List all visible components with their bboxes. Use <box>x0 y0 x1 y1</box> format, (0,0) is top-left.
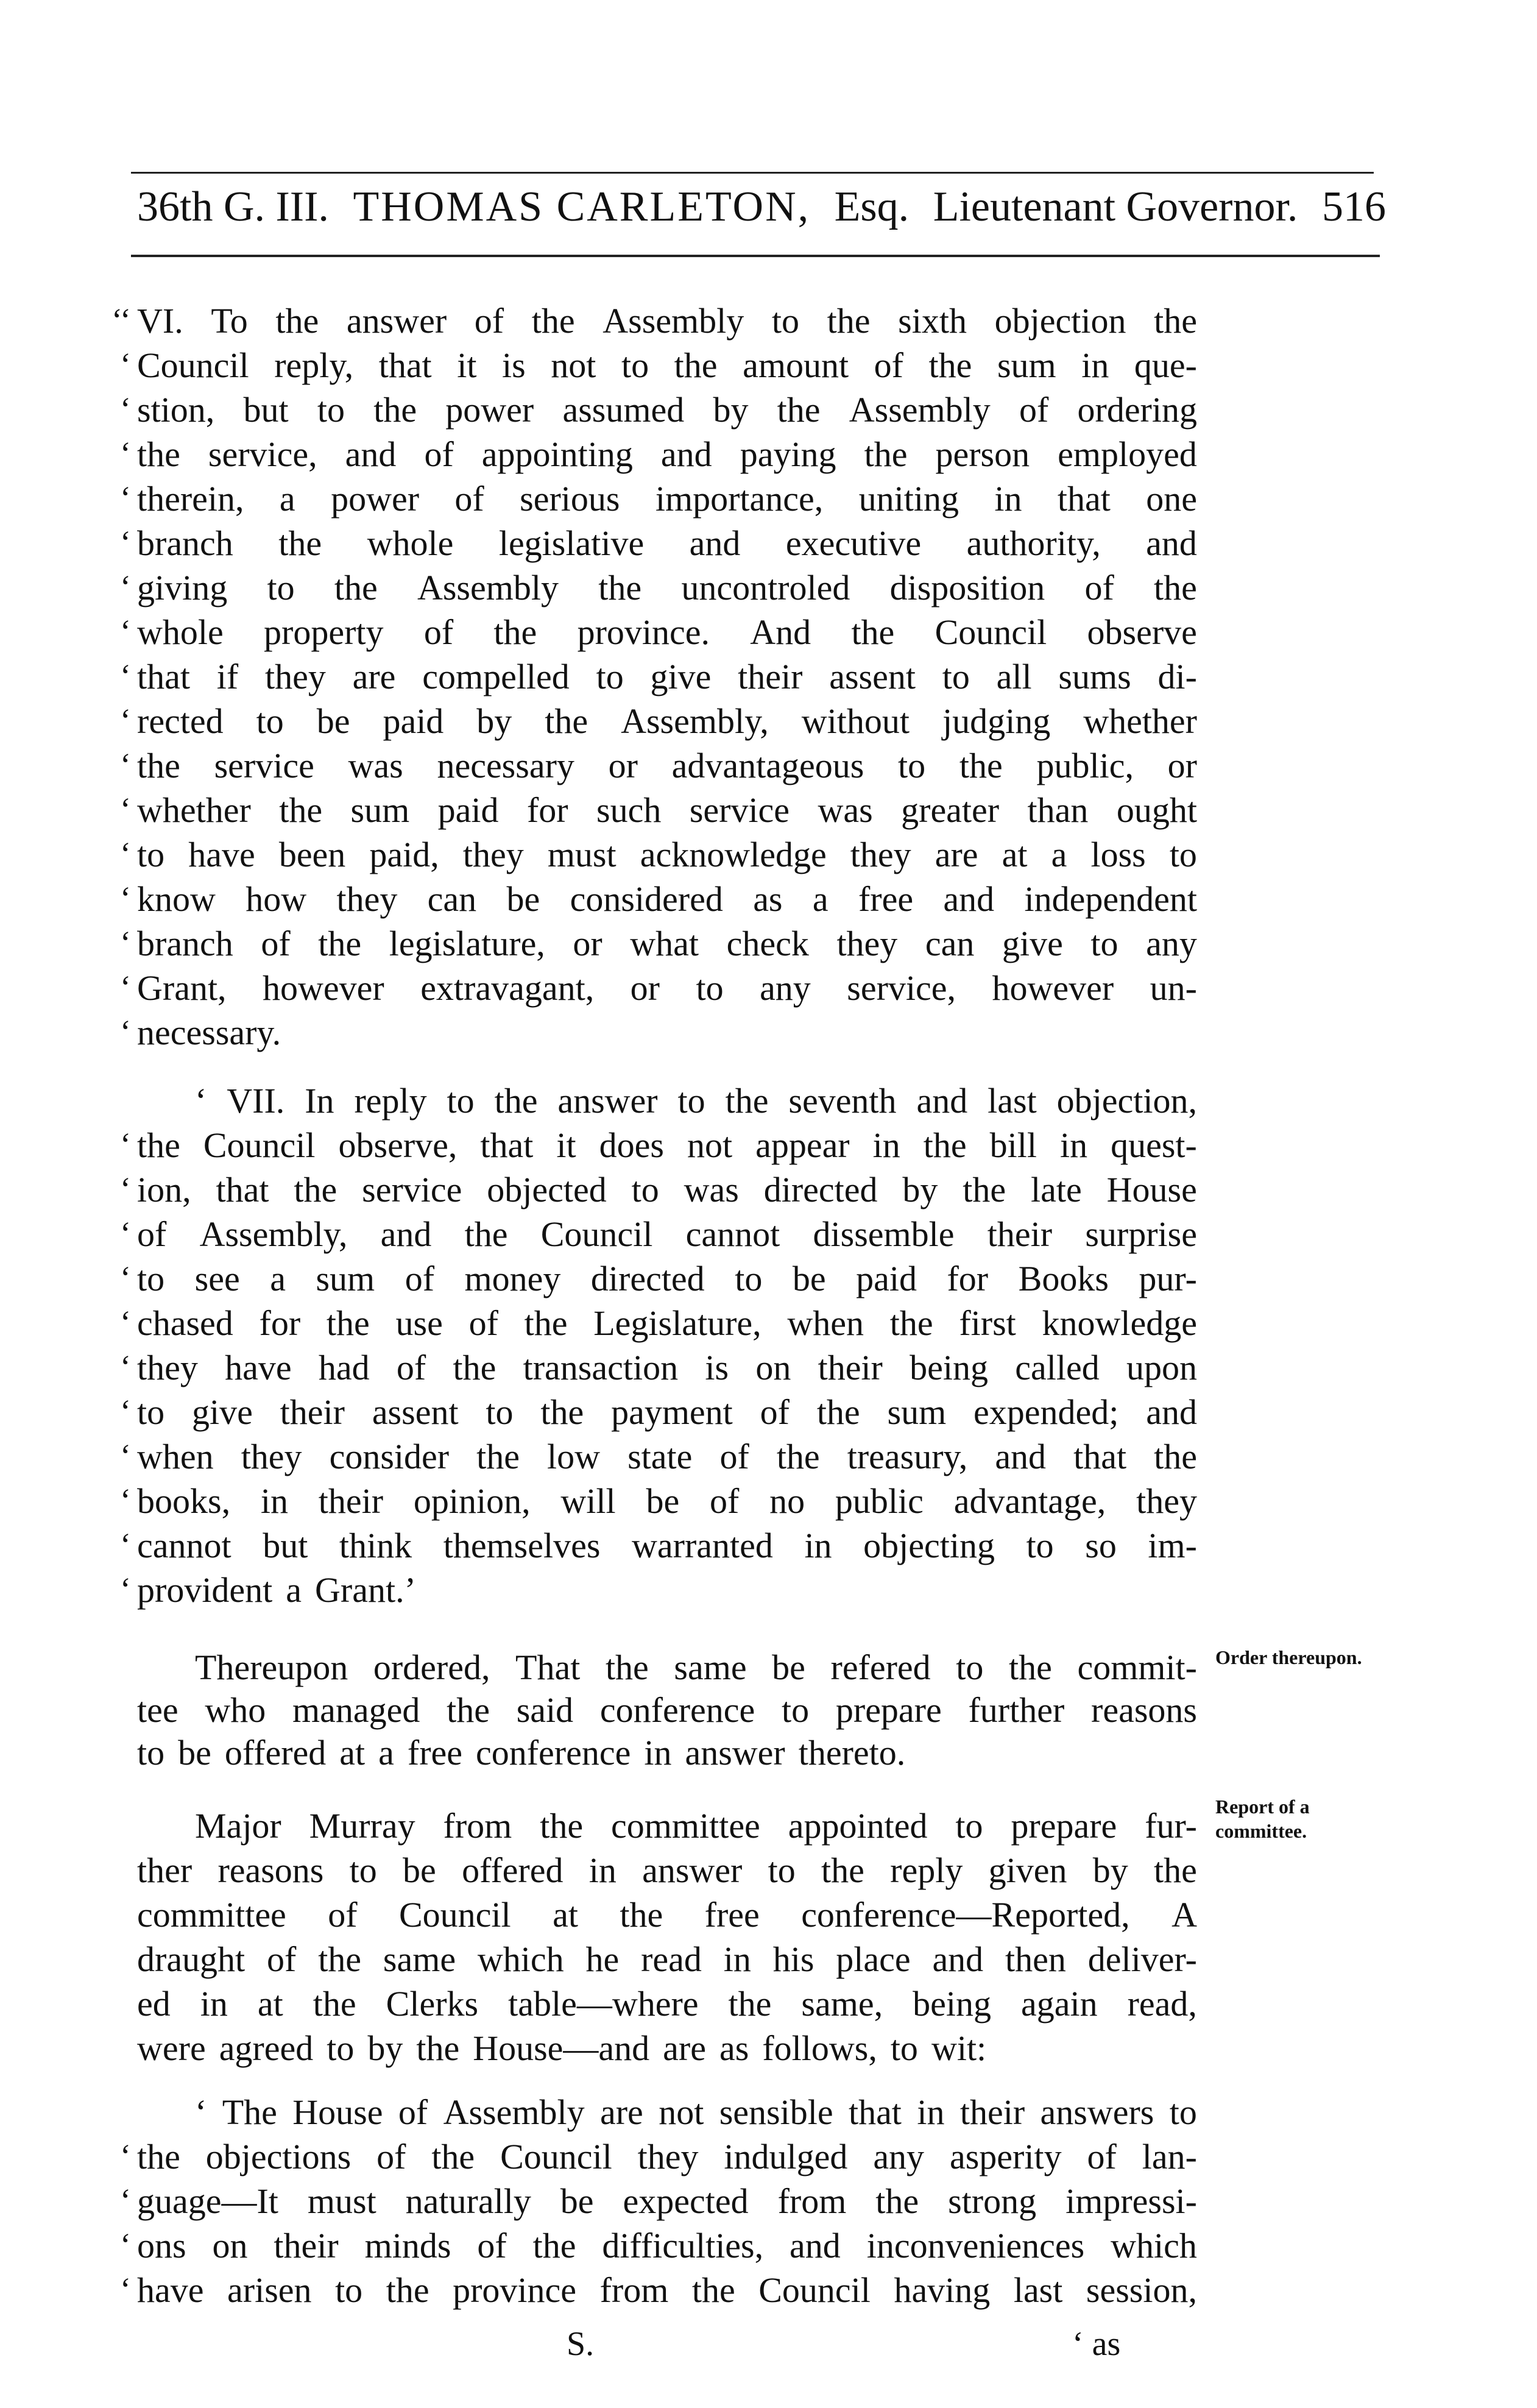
text-line: of Assembly, and the Council cannot dissemble their surprise <box>137 1214 1197 1254</box>
text-line: Major Murray from the committee appointed to prepare fur- <box>195 1806 1197 1846</box>
text-line: ther reasons to be offered in answer to the reply given by the <box>137 1850 1197 1890</box>
quote-mark: ‘ <box>120 2182 131 2219</box>
text-line: ‘ VII. In reply to the answer to the seventh and last objection, <box>195 1081 1197 1121</box>
text-line: provident a Grant.’ <box>137 1570 416 1610</box>
quote-mark: ‘ <box>120 480 131 516</box>
quote-mark: ‘ <box>120 391 131 427</box>
quote-mark: ‘ <box>120 1170 131 1207</box>
quote-mark: ‘‘ <box>111 302 131 338</box>
quote-mark: ‘ <box>120 1259 131 1296</box>
text-line: tee who managed the said conference to prepare further reasons <box>137 1690 1197 1730</box>
quote-mark: ‘ <box>120 1526 131 1563</box>
text-line: cannot but think themselves warranted in objecting to so im- <box>137 1526 1197 1565</box>
signature-mark: S. <box>567 2325 595 2363</box>
quote-mark: ‘ <box>120 2226 131 2263</box>
text-line: books, in their opinion, will be of no public advantage, they <box>137 1481 1197 1521</box>
text-line: rected to be paid by the Assembly, without judging whether <box>137 701 1197 741</box>
text-line: the service was necessary or advantageous to the public, or <box>137 746 1197 785</box>
quote-mark: ‘ <box>120 1437 131 1474</box>
office-title: Lieutenant Governor. <box>933 183 1298 230</box>
quote-mark: ‘ <box>120 969 131 1005</box>
quote-mark: ‘ <box>120 2271 131 2307</box>
text-line: the service, and of appointing and paying the person employed <box>137 434 1197 474</box>
regnal-year: 36th G. III. <box>137 183 329 230</box>
text-line: have arisen to the province from the Council having last session, <box>137 2270 1197 2310</box>
text-line: branch the whole legislative and executive authority, and <box>137 523 1197 563</box>
quote-mark: ‘ <box>120 613 131 650</box>
governor-name: THOMAS CARLETON, <box>353 183 811 230</box>
text-line: Thereupon ordered, That the same be refered to the commit- <box>195 1648 1197 1687</box>
text-line: to see a sum of money directed to be paid for Books pur- <box>137 1259 1197 1298</box>
text-line: know how they can be considered as a free and independent <box>137 879 1197 919</box>
text-line: committee of Council at the free conference—Reported, A <box>137 1895 1197 1935</box>
text-line: ‘ The House of Assembly are not sensible that in their answers to <box>195 2092 1197 2132</box>
quote-mark: ‘ <box>120 1571 131 1607</box>
quote-mark: ‘ <box>120 1348 131 1385</box>
text-line: whole property of the province. And the Council observe <box>137 612 1197 652</box>
quote-mark: ‘ <box>120 657 131 694</box>
text-line: stion, but to the power assumed by the Assembly of ordering <box>137 390 1197 430</box>
quote-mark: ‘ <box>120 880 131 916</box>
quote-mark: ‘ <box>120 1482 131 1518</box>
text-line: therein, a power of serious importance, uniting in that one <box>137 479 1197 519</box>
text-line: giving to the Assembly the uncontroled disposition of the <box>137 568 1197 607</box>
text-line: whether the sum paid for such service was greater than ought <box>137 790 1197 830</box>
text-line: VI. To the answer of the Assembly to the sixth objection the <box>137 301 1197 341</box>
header-rule <box>131 255 1380 257</box>
text-line: necessary. <box>137 1013 281 1052</box>
quote-mark: ‘ <box>120 791 131 827</box>
text-line: Council reply, that it is not to the amount of the sum in que- <box>137 345 1197 385</box>
esquire-abbrev: Esq. <box>834 183 910 230</box>
quote-mark: ‘ <box>120 1304 131 1340</box>
text-line: ion, that the service objected to was directed by the late House <box>137 1170 1197 1209</box>
page-number: 516 <box>1321 183 1386 230</box>
text-line: to be offered at a free conference in answer thereto. <box>137 1733 906 1772</box>
text-line: guage—It must naturally be expected from the strong impressi- <box>137 2181 1197 2221</box>
text-line: Grant, however extravagant, or to any service, however un- <box>137 968 1197 1008</box>
text-line: they have had of the transaction is on their being called upon <box>137 1348 1197 1387</box>
quote-mark: ‘ <box>120 2137 131 2174</box>
quote-mark: ‘ <box>120 924 131 961</box>
margin-note-report: Report of a committee. <box>1215 1796 1310 1842</box>
text-line: ons on their minds of the difficulties, and inconveniences which <box>137 2226 1197 2265</box>
top-rule <box>131 172 1374 174</box>
text-line: draught of the same which he read in his place and then deliver- <box>137 1939 1197 1979</box>
text-line: to give their assent to the payment of the sum expended; and <box>137 1392 1197 1432</box>
text-line: to have been paid, they must acknowledge they are at a loss to <box>137 835 1197 874</box>
text-line: when they consider the low state of the treasury, and that the <box>137 1437 1197 1476</box>
quote-mark: ‘ <box>120 568 131 605</box>
quote-mark: ‘ <box>120 702 131 738</box>
text-line: were agreed to by the House—and are as follows, to wit: <box>137 2028 987 2068</box>
quote-mark: ‘ <box>120 435 131 472</box>
catchword: ‘ as <box>1072 2325 1121 2363</box>
quote-mark: ‘ <box>120 1013 131 1050</box>
text-line: the objections of the Council they indulged any asperity of lan- <box>137 2137 1197 2176</box>
text-line: ed in at the Clerks table—where the same, being again read, <box>137 1984 1197 2024</box>
text-line: chased for the use of the Legislature, when the first knowledge <box>137 1303 1197 1343</box>
text-line: branch of the legislature, or what check they can give to any <box>137 924 1197 963</box>
text-line: the Council observe, that it does not appear in the bill in quest- <box>137 1125 1197 1165</box>
running-header <box>137 183 1386 250</box>
text-line: that if they are compelled to give their assent to all sums di- <box>137 657 1197 696</box>
quote-mark: ‘ <box>120 1215 131 1252</box>
quote-mark: ‘ <box>120 346 131 383</box>
quote-mark: ‘ <box>120 746 131 783</box>
quote-mark: ‘ <box>120 1393 131 1429</box>
quote-mark: ‘ <box>120 835 131 872</box>
margin-note-order: Order thereupon. <box>1215 1646 1362 1668</box>
quote-mark: ‘ <box>120 524 131 561</box>
quote-mark: ‘ <box>120 1126 131 1163</box>
